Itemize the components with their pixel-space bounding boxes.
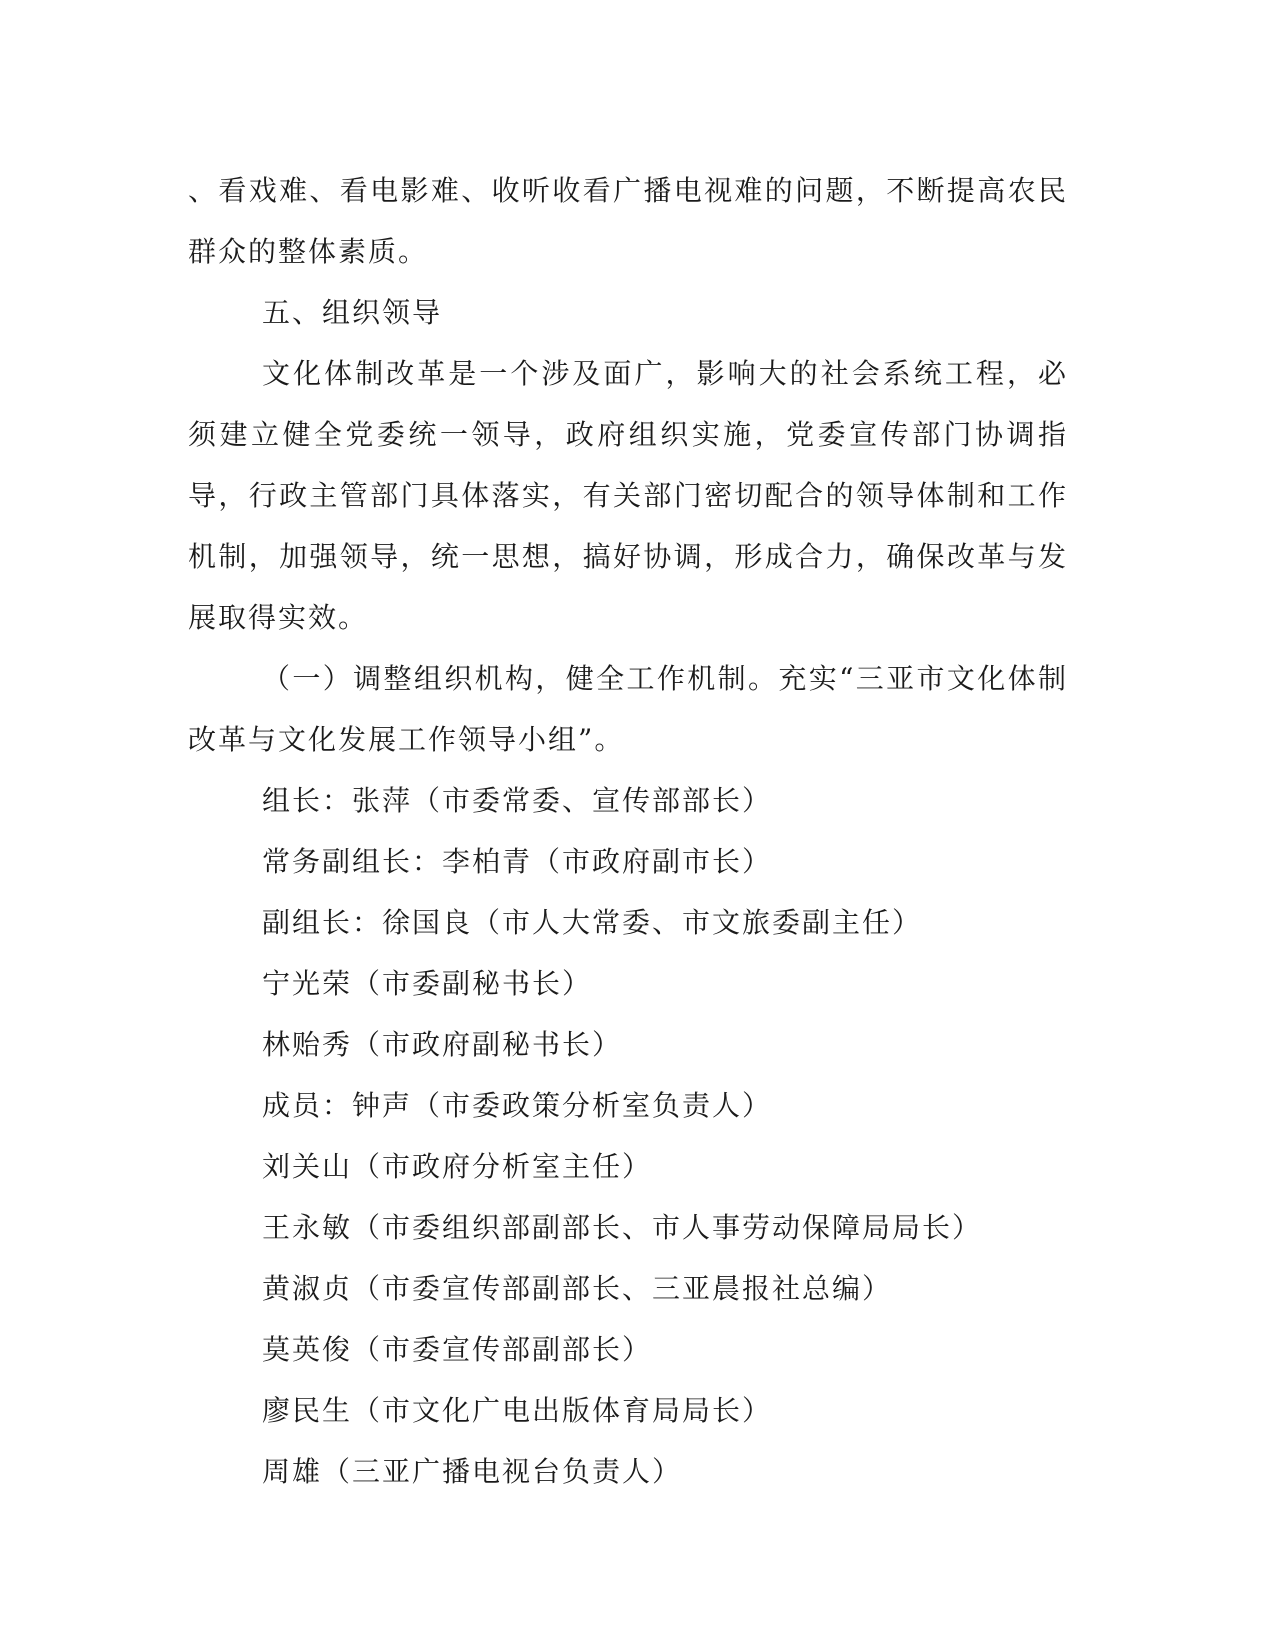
member-line-deputy-1: 副组长：徐国良（市人大常委、市文旅委副主任） bbox=[262, 906, 923, 939]
member-line-member-1: 成员：钟声（市委政策分析室负责人） bbox=[262, 1089, 773, 1122]
subsection-paragraph: （一）调整组织机构，健全工作机制。充实“三亚市文化体制改革与文化发展工作领导小组”。 bbox=[188, 662, 1068, 756]
member-line-member-2: 刘关山（市政府分析室主任） bbox=[262, 1150, 653, 1183]
member-line-leader: 组长：张萍（市委常委、宣传部部长） bbox=[262, 784, 773, 817]
member-line-member-4: 黄淑贞（市委宣传部副部长、三亚晨报社总编） bbox=[262, 1272, 893, 1305]
member-line-member-3: 王永敏（市委组织部副部长、市人事劳动保障局局长） bbox=[262, 1211, 983, 1244]
member-line-member-7: 周雄（三亚广播电视台负责人） bbox=[262, 1455, 683, 1488]
member-line-deputy-3: 林贻秀（市政府副秘书长） bbox=[262, 1028, 623, 1061]
member-line-member-5: 莫英俊（市委宣传部副部长） bbox=[262, 1333, 653, 1366]
continuation-paragraph: 、看戏难、看电影难、收听收看广播电视难的问题，不断提高农民群众的整体素质。 bbox=[188, 174, 1068, 268]
member-line-deputy-2: 宁光荣（市委副秘书长） bbox=[262, 967, 593, 1000]
member-line-member-6: 廖民生（市文化广电出版体育局局长） bbox=[262, 1394, 773, 1427]
document-body bbox=[188, 160, 1068, 1502]
member-line-executive-deputy: 常务副组长：李柏青（市政府副市长） bbox=[262, 845, 773, 878]
section-heading: 五、组织领导 bbox=[262, 296, 443, 329]
intro-paragraph: 文化体制改革是一个涉及面广，影响大的社会系统工程，必须建立健全党委统一领导，政府组织实施，党委宣传部门协调指导，行政主管部门具体落实，有关部门密切配合的领导体制和工作机制，加强领导，统一思想，搞好协调，形成合力，确保改革与发展取得实效。 bbox=[188, 357, 1068, 634]
